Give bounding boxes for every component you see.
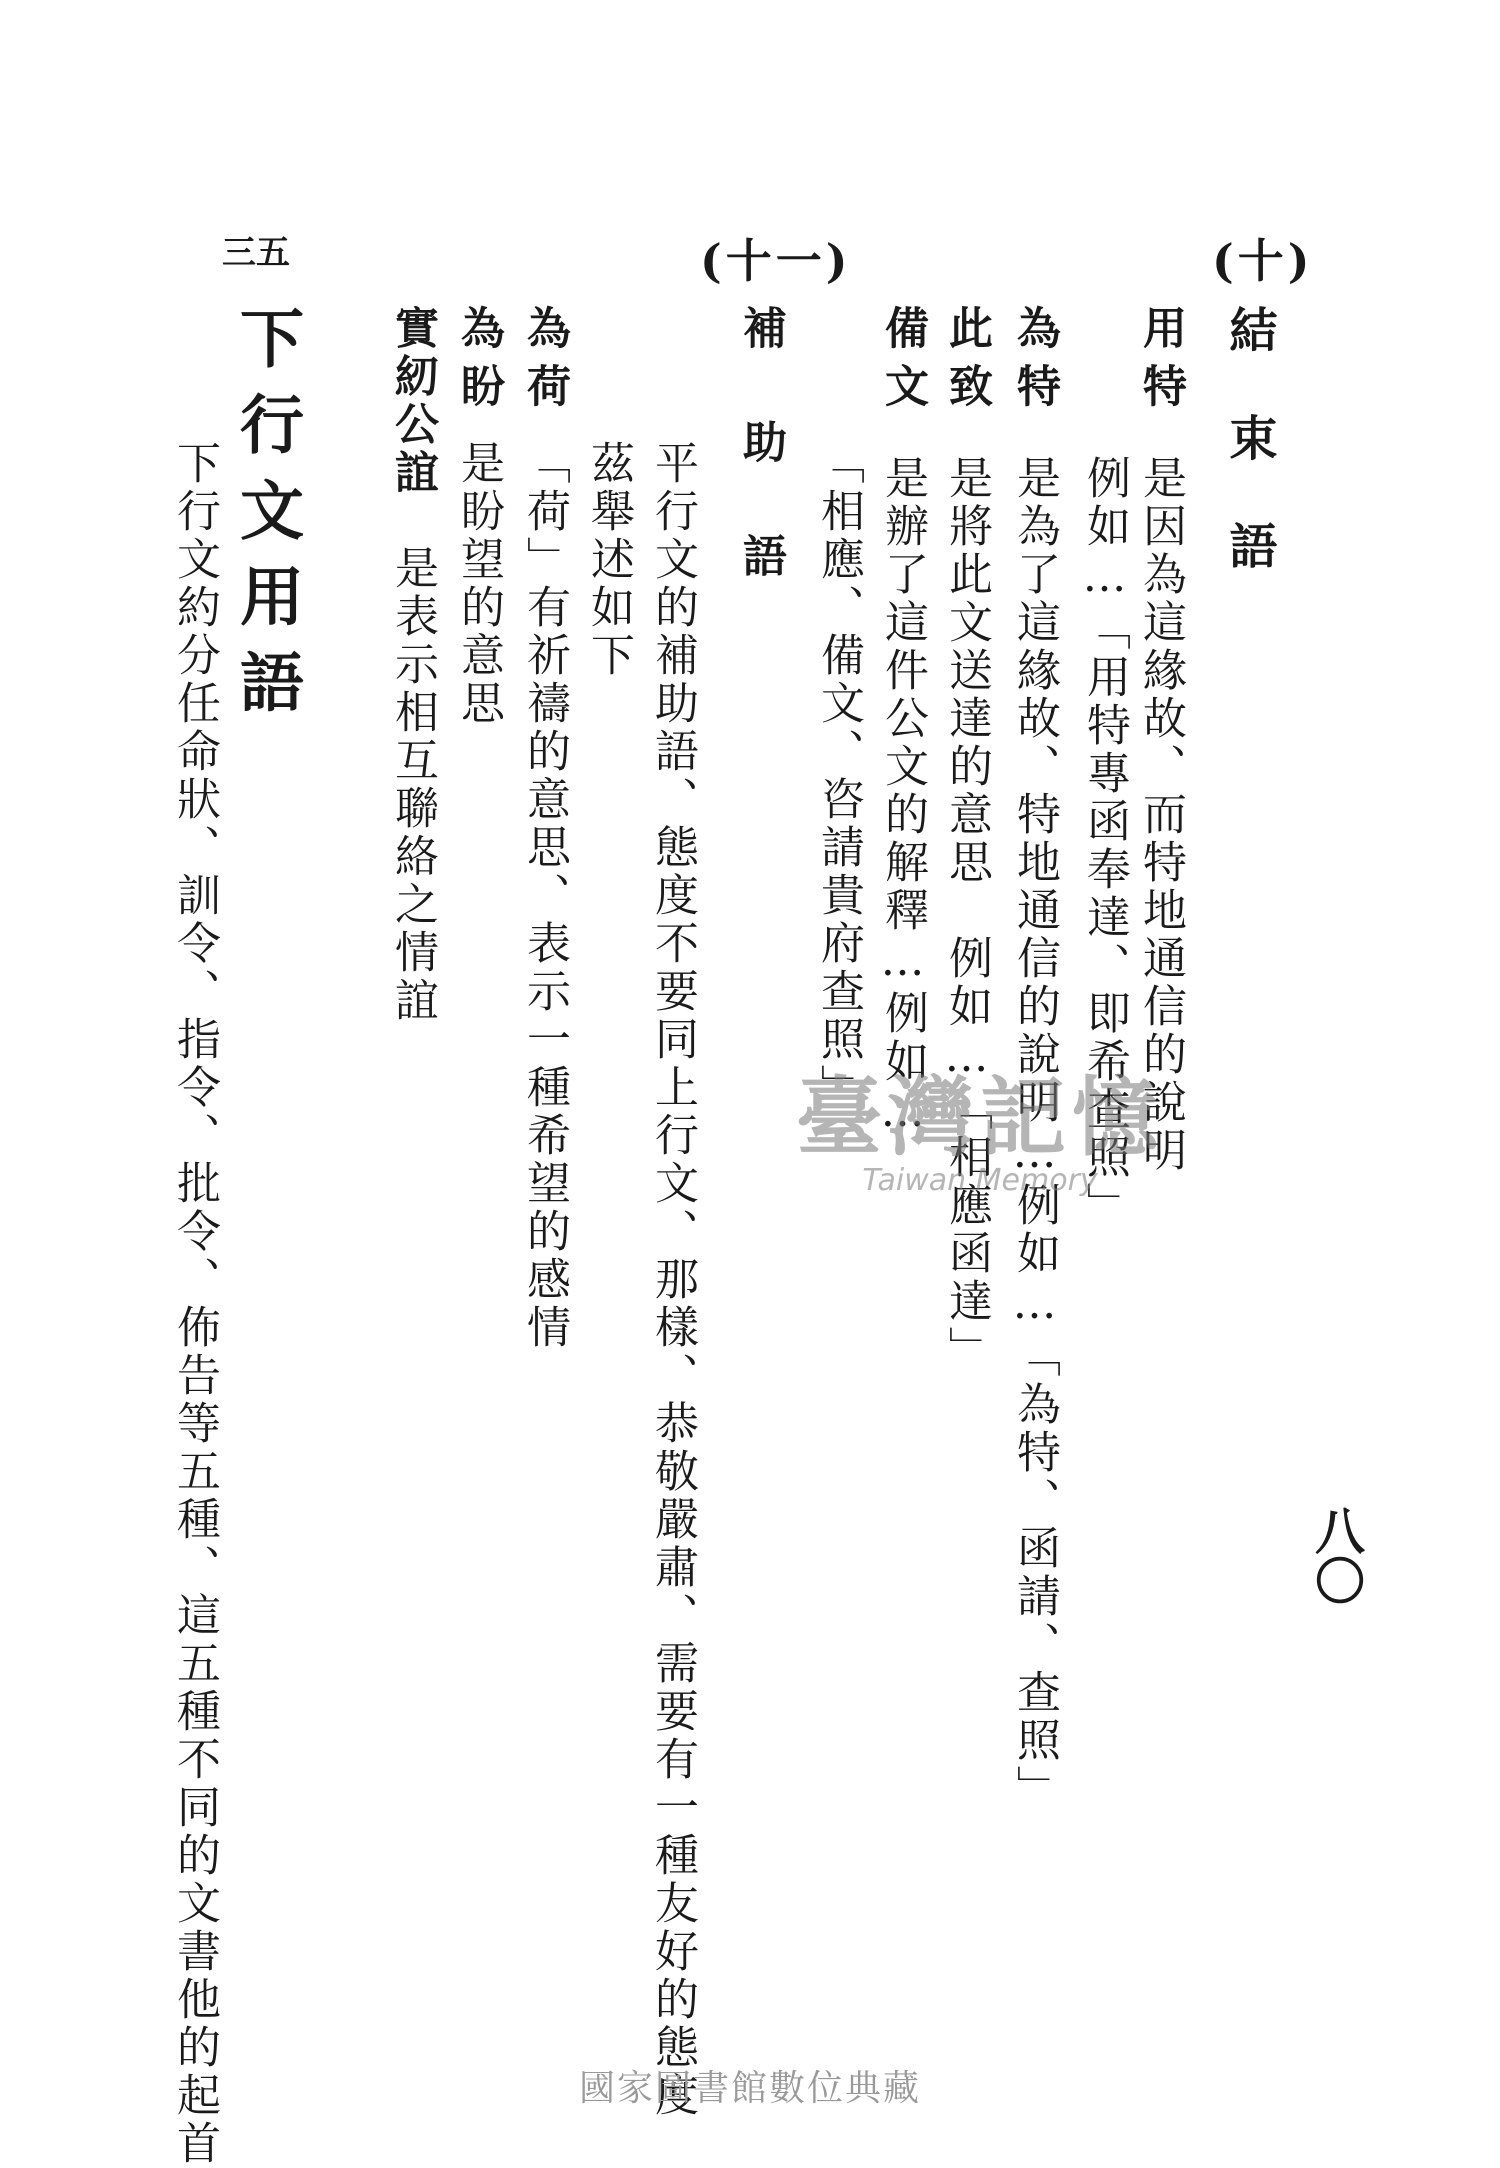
entry-term: 此致 (941, 305, 992, 421)
section-11-intro: 平行文的補助語、態度不要同上行文、那樣、恭敬嚴肅、需要有一種友好的態度 (647, 440, 698, 2120)
section-11-intro: 茲舉述如下 (583, 440, 634, 680)
section-10-number: (十) (1212, 234, 1314, 288)
entry-term: 為盼 (453, 305, 504, 421)
entry-text: 例如…「用特專函奉達、即希查照」 (1079, 455, 1130, 1230)
entry-text: 是為了這緣故、特地通信的說明…例如…「為特、函請、查照」 (1009, 455, 1060, 1813)
section-11-heading: 補助語 (735, 305, 786, 647)
page-number: 八〇 (1307, 1505, 1366, 1605)
entry-term: 為荷 (519, 305, 570, 421)
entry-text: 是表示相互聯絡之情誼 (387, 545, 438, 1025)
section-11-number: (十一) (700, 234, 852, 288)
entry-term: 實紉公誼 (387, 305, 438, 497)
top-number: 三五 (222, 233, 290, 273)
footer-credit: 國家圖書館數位典藏 (578, 2068, 921, 2109)
entry-term: 為特 (1009, 305, 1060, 421)
watermark-title: 臺灣記憶 (796, 1067, 1164, 1168)
watermark-subtitle: Taiwan Memory (862, 1163, 1098, 1198)
entry-text: 是盼望的意思 (453, 440, 504, 728)
entry-term: 備文 (877, 305, 928, 421)
entry-text: 「荷」有祈禱的意思、表示一種希望的感情 (519, 440, 570, 1352)
entry-text: 是辦了這件公文的解釋…例如… (877, 455, 928, 1141)
entry-text: 是因為這緣故、而特地通信的說明 (1135, 455, 1186, 1175)
section-3-heading: 下行文用語 (229, 305, 304, 735)
watermark (760, 1067, 1200, 1198)
entry-text: 「相應、備文、咨請貴府查照」 (813, 440, 864, 1112)
entry-term: 用特 (1135, 305, 1186, 421)
section-3-body: 下行文約分任命狀、訓令、指令、批令、佈告等五種、這五種不同的文書他的起首 (169, 440, 220, 2168)
entry-text: 是將此文送達的意思 例如…「相應函達」 (941, 455, 992, 1374)
section-10-heading: 結束語 (1221, 305, 1277, 629)
